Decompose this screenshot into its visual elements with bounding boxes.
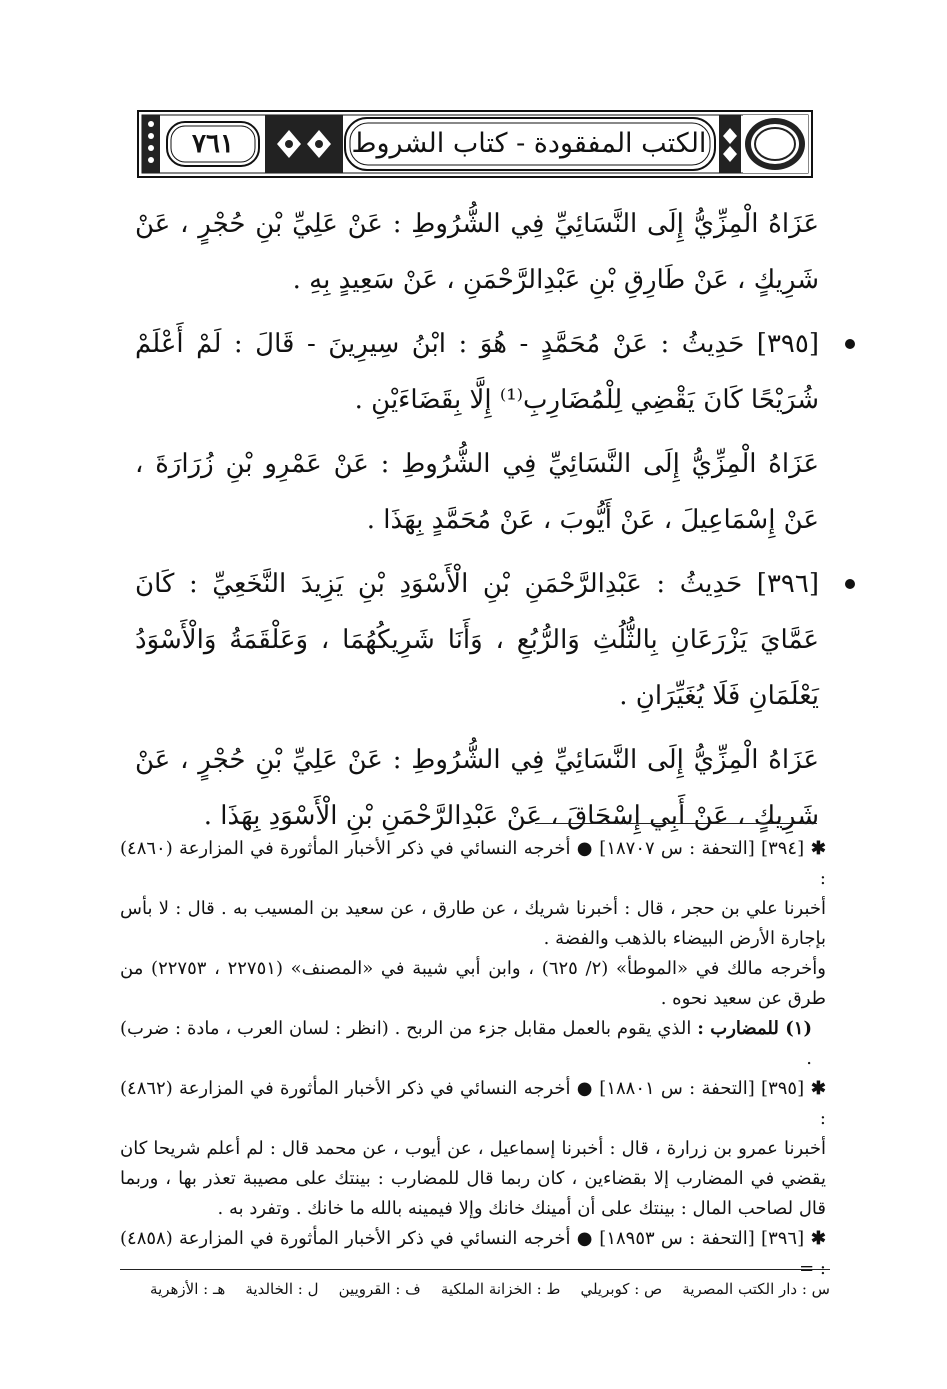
note-394-head: [٣٩٤] [التحفة : س ١٨٧٠٧] ● أخرجه النسائي في ذكر الأخبار المأثورة في المزارعة (٤٨٦٠) :: [120, 838, 826, 889]
sigla-item: س : دار الكتب المصرية: [682, 1280, 830, 1298]
sigla-divider: [120, 1269, 830, 1270]
note-395: [120, 1074, 826, 1134]
note-395-body: أخبرنا عمرو بن زرارة ، قال : أخبرنا إسماعيل ، عن أيوب ، عن محمد قال : لم أعلم شريحا كان يقضي في المضارب إلا بقضاءين ، كان ربما قال للمضارب : بينتك على مصيبة تعذر بها ، وربما قال لصاحب المال : بينتك على أن أمينك خانك وإلا فيمينه بالله ما خانك . وتفرد به .: [120, 1138, 826, 1219]
attribution-395: عَزَاهُ الْمِزِّيُّ إِلَى النَّسَائِيِّ فِي الشُّرُوطِ : عَنْ عَمْرِو بْنِ زُرَارَةَ ، عَنْ إِسْمَاعِيلَ ، عَنْ أَيُّوبَ ، عَنْ مُحَمَّدٍ بِهَذَا .: [135, 449, 819, 535]
attribution-394: عَزَاهُ الْمِزِّيُّ إِلَى النَّسَائِيِّ فِي الشُّرُوطِ : عَنْ عَلِيِّ بْنِ حُجْرٍ ، عَنْ شَرِيكٍ ، عَنْ طَارِقِ بْنِ عَبْدِالرَّحْمَنِ ، عَنْ سَعِيدٍ بِهِ .: [135, 209, 819, 295]
attribution-396: عَزَاهُ الْمِزِّيُّ إِلَى النَّسَائِيِّ فِي الشُّرُوطِ : عَنْ عَلِيِّ بْنِ حُجْرٍ ، عَنْ شَرِيكٍ ، عَنْ أَبِي إِسْحَاقَ ، عَنْ عَبْدِالرَّحْمَنِ بْنِ الْأَسْوَدِ بِهَذَا .: [135, 745, 819, 831]
page-number: ٧٦١: [192, 129, 234, 159]
sigla-item: ص : كوبريلي: [580, 1280, 663, 1298]
note-395-head: [٣٩٥] [التحفة : س ١٨٨٠١] ● أخرجه النسائي في ذكر الأخبار المأثورة في المزارعة (٤٨٦٢) :: [120, 1078, 826, 1129]
notes-divider: [535, 823, 817, 824]
note-394-extra: وأخرجه مالك في «الموطأ» (٢/ ٦٢٥) ، وابن أبي شيبة في «المصنف» (٢٢٧٥١ ، ٢٢٧٥٣) من طرق عن سعيد نحوه .: [120, 958, 826, 1009]
bullet-icon: [845, 339, 855, 349]
bullet-icon: [845, 579, 855, 589]
note-394: [120, 834, 826, 894]
running-header: [137, 110, 813, 178]
sigla-item: ف : القرويين: [338, 1280, 421, 1298]
footnote-1-text: الذي يقوم بالعمل مقابل جزء من الربح . (انظر : لسان العرب ، مادة : ضرب) .: [120, 1018, 812, 1069]
sigla-item: ط : الخزانة الملكية: [440, 1280, 561, 1298]
star-icon: ✱: [804, 838, 826, 859]
note-396: [120, 1224, 826, 1284]
note-394-body: أخبرنا علي بن حجر ، قال : أخبرنا شريك ، عن طارق ، عن سعيد بن المسيب به . قال : لا بأس بإجارة الأرض البيضاء بالذهب والفضة .: [120, 898, 826, 949]
footnote-1: [120, 1014, 826, 1074]
hadith-395: [135, 316, 819, 428]
note-396-head: [٣٩٦] [التحفة : س ١٨٩٥٣] ● أخرجه النسائي في ذكر الأخبار المأثورة في المزارعة (٤٨٥٨) : =: [120, 1228, 826, 1279]
hadith-396-text: [٣٩٦] حَدِيثُ : عَبْدِالرَّحْمَنِ بْنِ الْأَسْوَدِ بْنِ يَزِيدَ النَّخَعِيِّ : كَانَ عَمَّايَ يَزْرَعَانِ بِالثُّلُثِ وَالرُّبُعِ ، وَأَنَا شَرِيكُهُمَا ، وَعَلْقَمَةُ وَالْأَسْوَدُ يَعْلَمَانِ فَلَا يُغَيِّرَانِ .: [135, 569, 819, 711]
star-icon: ✱: [804, 1078, 826, 1099]
sigla-item: ل : الخالدية: [245, 1280, 319, 1298]
commentary-notes: [120, 834, 826, 1284]
star-icon: ✱: [804, 1228, 826, 1249]
hadith-396: [135, 556, 819, 724]
main-text: [135, 196, 819, 852]
manuscript-sigla: [150, 1276, 830, 1302]
footnote-1-label: (١) للمضارب :: [697, 1018, 812, 1039]
sigla-item: هـ : الأزهرية: [150, 1280, 226, 1298]
running-title: الكتب المفقودة - كتاب الشروط: [351, 128, 707, 159]
hadith-395-text: [٣٩٥] حَدِيثُ : عَنْ مُحَمَّدٍ - هُوَ : ابْنُ سِيرِينَ - قَالَ : لَمْ أَعْلَمْ شُرَيْحًا كَانَ يَقْضِي لِلْمُضَارِبِ⁽¹⁾ إِلَّا بِقَضَاءَيْنِ .: [135, 329, 819, 415]
